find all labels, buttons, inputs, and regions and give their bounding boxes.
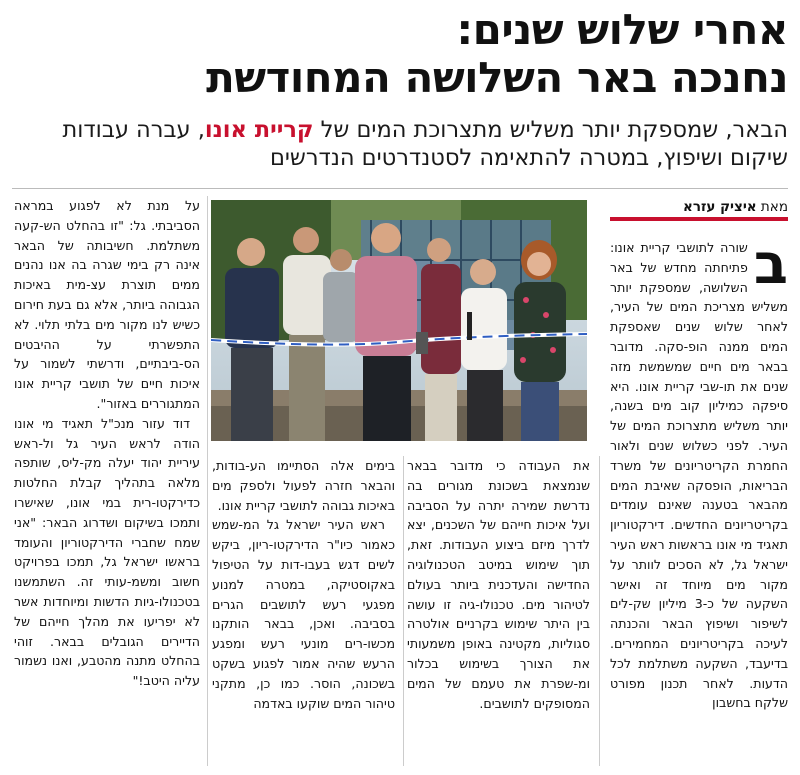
column-3-paragraph-1: בימים אלה הסתיימו הע-בודות, והבאר חזרה לפעול ולספק מים באיכות גבוהה לתושבי קריית אונו.: [212, 458, 395, 513]
column-divider: [599, 456, 600, 766]
headline-line-2: נחנכה באר השלושה המחודשת: [206, 53, 788, 102]
column-4-paragraph-2: דוד עזור מנכ"ל תאגיד מי אונו הודה לראש העיר גל ול-ראש עיריית יהוד יעלה מק-ליס, שותפה מלאה בתהליך קבלת החלטות כדירקטו-רית במי אונו, שאישרו ותמכו בשיקום ושדרוג הבאר: "אני שמח שחברי הדירקטוריון והעומד בראשו ישראל גל, תמכו בפרויקט חשוב ומשמ-עותי זה. השתמשנו בטכנולו-גיות הדשות ומיוחדות אשר לא יפריעו את מהלך חייהם של הדיירים הגובלים בבאר. זוהי בהחלט מתנה מהטבע, ואנו נשמור עליה היטב!": [14, 415, 200, 689]
article-column-3: [212, 456, 395, 713]
column-2-text: את העבודה כי מדובר בבאר שנמצאת בשכונת מגורים בה נדרשת שמירה יתרה על הסביבה ועל איכות חייהם של השכנים, יצא לדרך מיזם ביצוע העבודות. זאת, תוך שימוש במיטב הטכנולוגיה החדישה והעדכנית ביותר בעולם לטיהור מים. טכנולו-גיה זו עושה בין היתר שימוש בקרניים אולטרה סגוליות, מקטינה באופן משמעותי את הצורך בשימוש בכלור ומ-שפרת את טעמם של המים המסופקים לתושבים.: [407, 458, 590, 711]
ribbon-cutting-photo: [211, 200, 587, 441]
article-column-2: [407, 456, 590, 713]
byline-author: איציק עזרא: [683, 199, 757, 215]
byline: [610, 198, 788, 216]
subhead-part-2: , עברה עבודות שיקום ושיפוץ, במטרה להתאימה לסטנדרטים הנדרשים: [62, 117, 788, 171]
column-1-text: שורה לתושבי קריית אונו: פתיחתה מחדש של באר השלושה, שמספקת יותר משליש מצריכת המים של העיר, לאחר שלוש שנים שאספקת המים ממנה הופ-סקה. מדובר בבאר מים חיים שמשמשת מזה שנים את תו-שבי קריית אונו. היא סיפקה כמיליון קוב מים בשנה, יותר משליש מתצרוכת המים של העיר. לפני כשלוש שנים ולאור החמרת הקריטריונים של משרד הבריאות, הופסקה שאיבת המים מהבאר בטענה שאינם עומדים בקריטריונים החדשים. דירקטוריון תאגיד מי אונו בראשות ראש העיר ישראל גל, לא הסכים לוותר על מקור מים מיוחד זה ואישר השקעה של כ-3 מיליון שק-לים לשיפור ושיפוץ הבאר והכנתה לעיכה בקריטריונים המחמירים. בדיעבד, השקעה משתלמת לכל הדעות. לאחר תכנון מפורט שלקח בחשבון: [610, 240, 788, 711]
headline: [12, 6, 788, 102]
byline-accent-bar: [610, 217, 788, 221]
subheadline: [12, 116, 788, 172]
column-divider: [207, 196, 208, 766]
header-divider: [12, 188, 788, 189]
column-3-paragraph-2: ראש העיר ישראל גל המ-שמש כאמור כיו"ר הדירקטו-ריון, ביקש לשים דגש בעבו-דות על הטיפול באקוסטיקה, במטרה למנוע מפגעי רעש לתושבים הגרים בסביבה. ואכן, בבאר הותקנו מכשו-רים מונעי רעש ומפגע הרעש שהיה אמור לפגוע בשקט בשכונה, הוסר. כמו כן, מתקני טיהור המים שוקעו באדמה: [212, 517, 395, 711]
column-4-paragraph-1: על מנת לא לפגוע במראה הסביבתי. גל: "זו בהחלט הש-קעה משתלמת. חשיבותה של הבאר אינה רק בימי שגרה בה אנו נהנים ממים תוצרת עצ-מית באיכות הגבוהה ביותר, אלא גם בעת חירום כשיש לנו מקור מים בלתי תלוי. לא התפשרתי על ההיבטים הס-ביבתיים, ודרשתי לשמור על איכות חיים של תושבי קריית אונו המתגוררים באזור".: [14, 198, 200, 411]
column-divider: [403, 456, 404, 766]
byline-prefix: מאת: [756, 199, 788, 215]
headline-line-1: אחרי שלוש שנים:: [456, 5, 788, 54]
subhead-part-1: הבאר, שמספקת יותר משליש מתצרוכת המים של: [313, 117, 788, 143]
article-column-1: [610, 232, 788, 713]
drop-cap: ב: [753, 232, 788, 297]
article-column-4: [14, 196, 200, 691]
subhead-city-name: קריית אונו: [204, 117, 314, 143]
article-photo: [211, 200, 587, 441]
